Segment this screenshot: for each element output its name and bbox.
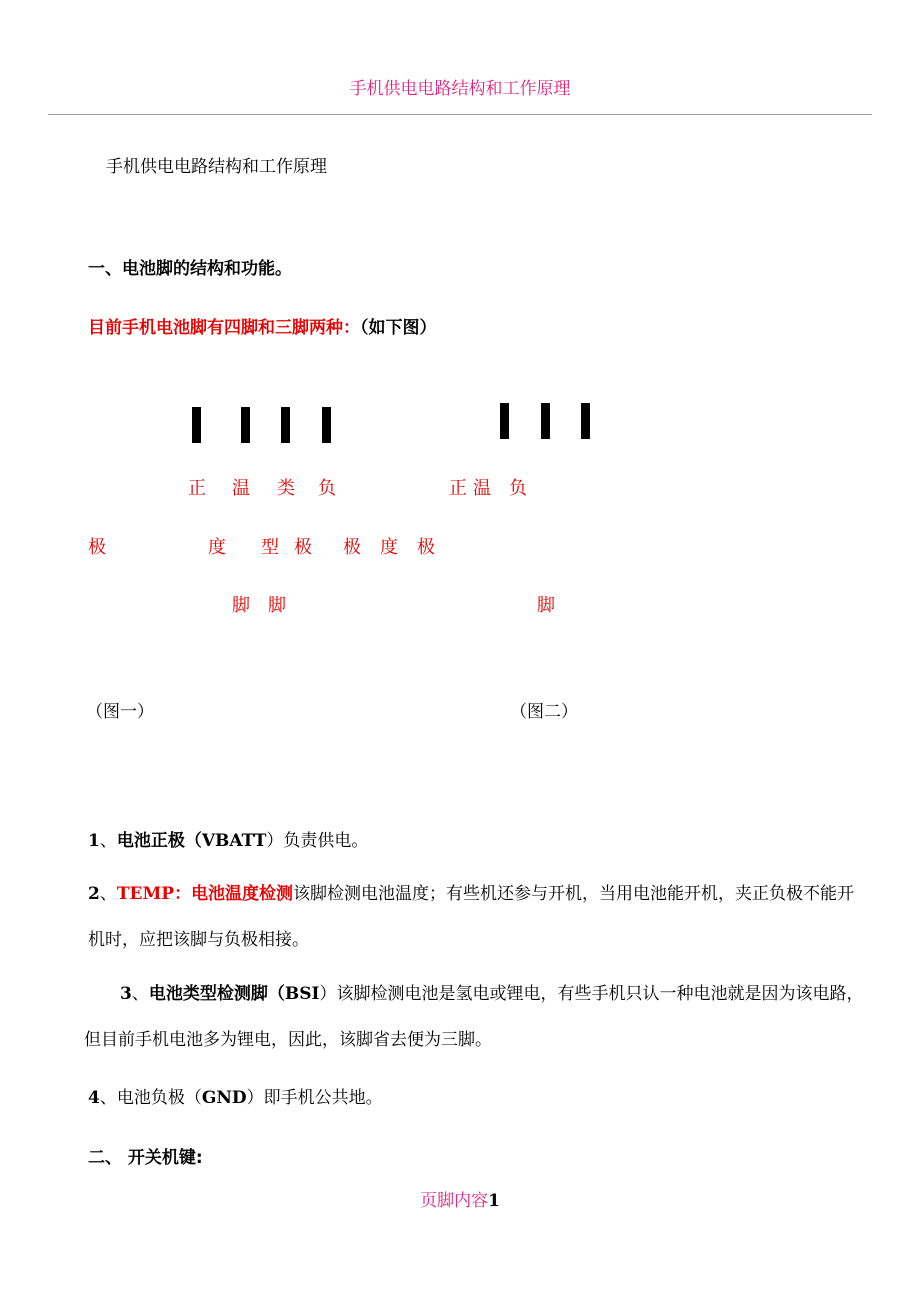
item-4-number: 4 <box>88 1088 100 1108</box>
item-2-label: 电池温度检测 <box>191 884 294 904</box>
item-4 <box>88 1083 383 1108</box>
item-1-number: 1 <box>88 831 100 851</box>
fig1-label-jiao-1: 脚 <box>232 595 250 616</box>
item-3-close: ） <box>319 984 337 1004</box>
fig2-label-du: 度 <box>380 537 398 558</box>
header-divider <box>48 114 872 115</box>
item-3-text: 该脚检测电池是氢电或锂电，有些手机只认一种电池就是因为该电路，但目前手机电池多为锂电，因此，该脚省去便为三脚。 <box>84 984 864 1050</box>
fig2-label-fu: 负 <box>509 478 527 499</box>
fig1-label-zheng: 正 <box>188 478 206 499</box>
item-4-sep: 、 <box>99 1088 117 1108</box>
page-footer <box>0 1186 920 1211</box>
fig1-label-ji-2: 极 <box>294 537 312 558</box>
fig1-label-fu: 负 <box>318 478 336 499</box>
item-3-label: 电池类型检测脚（ <box>148 984 285 1004</box>
fig2-pin-temp <box>541 403 550 439</box>
fig2-pin-positive <box>500 403 509 439</box>
item-1-close: ） <box>266 831 284 851</box>
item-2-code: TEMP <box>116 884 175 904</box>
fig1-label-jiao-2: 脚 <box>268 595 286 616</box>
item-2-colon: ： <box>174 884 192 904</box>
item-4-text: 即手机公共地。 <box>263 1088 383 1108</box>
item-1 <box>88 826 368 851</box>
fig1-label-wen: 温 <box>232 478 250 499</box>
doc-title: 手机供电电路结构和工作原理 <box>106 157 327 177</box>
section1-heading: 一、电池脚的结构和功能。 <box>88 259 292 279</box>
item-3 <box>84 971 866 1063</box>
item-3-code: BSI <box>284 984 320 1004</box>
intro-red-text: 目前手机电池脚有四脚和三脚两种： <box>88 318 360 338</box>
item-4-code: GND <box>201 1088 247 1108</box>
item-1-label: 电池正极（ <box>116 831 202 851</box>
figure1-caption: （图一） <box>86 702 154 722</box>
fig2-label-ji-2: 极 <box>417 537 435 558</box>
item-2 <box>88 871 866 963</box>
item-3-sep: 、 <box>131 984 149 1004</box>
footer-page-number: 1 <box>488 1191 500 1211</box>
item-1-sep: 、 <box>99 831 117 851</box>
footer-text: 页脚内容 <box>420 1191 489 1211</box>
fig1-pin-negative <box>322 407 331 443</box>
item-1-text: 负责供电。 <box>283 831 369 851</box>
fig2-label-jiao: 脚 <box>537 595 555 616</box>
page-header: 手机供电电路结构和工作原理 <box>349 79 571 99</box>
item-4-label: 电池负极（ <box>116 1088 202 1108</box>
fig2-label-zheng: 正 <box>449 478 467 499</box>
item-1-code: VBATT <box>201 831 267 851</box>
fig1-label-lei: 类 <box>277 478 295 499</box>
section1-intro <box>88 313 437 338</box>
item-2-text: 该脚检测电池温度；有些机还参与开机，当用电池能开机，夹正负极不能开机时，应把该脚与负极相接。 <box>88 884 855 950</box>
fig2-label-wen: 温 <box>473 478 491 499</box>
figure2-caption: （图二） <box>510 702 578 722</box>
item-4-close: ） <box>246 1088 264 1108</box>
item-2-number: 2 <box>88 884 100 904</box>
fig1-label-xing: 型 <box>261 537 279 558</box>
fig1-label-ji-1: 极 <box>88 537 106 558</box>
fig1-pin-positive <box>192 407 201 443</box>
fig1-label-du: 度 <box>208 537 226 558</box>
item-3-number: 3 <box>120 984 132 1004</box>
intro-black-text: （如下图） <box>360 318 437 338</box>
fig2-pin-negative <box>581 403 590 439</box>
item-2-sep: 、 <box>99 884 117 904</box>
fig2-label-ji-1: 极 <box>343 537 361 558</box>
fig1-pin-type <box>281 407 290 443</box>
fig1-pin-temp <box>241 407 250 443</box>
section2-heading: 二、 开关机键: <box>88 1148 203 1168</box>
